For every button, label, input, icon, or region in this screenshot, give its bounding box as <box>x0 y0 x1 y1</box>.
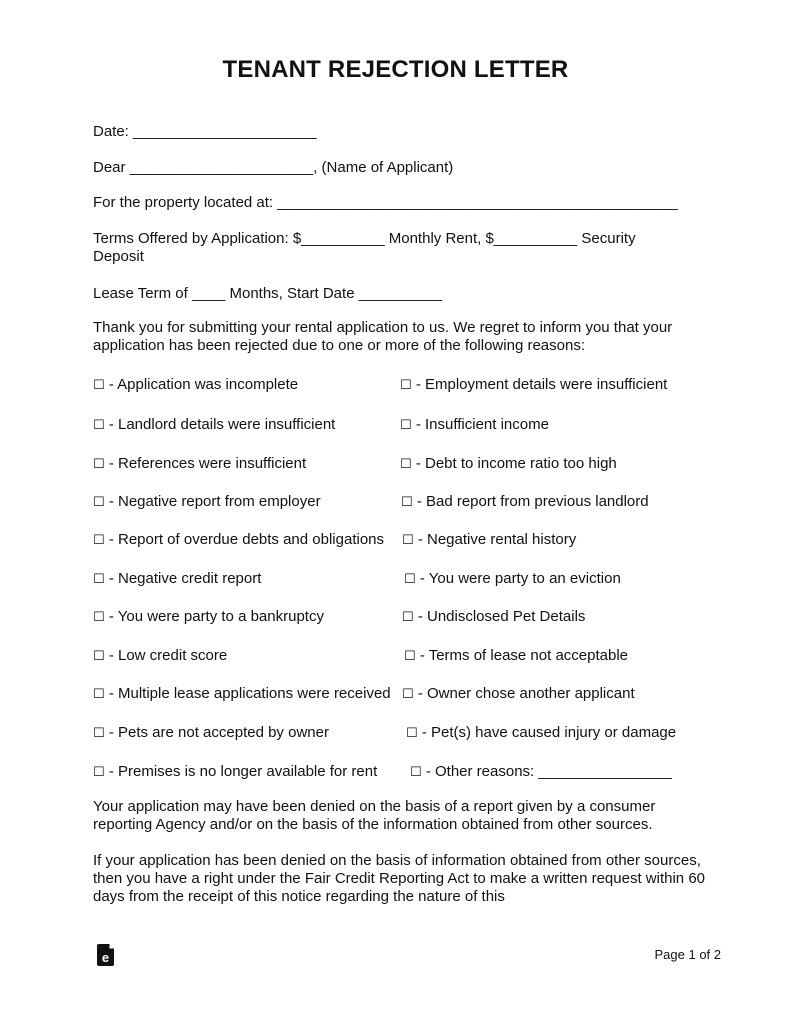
reason-label: - Owner chose another applicant <box>417 685 635 702</box>
reason-left-2[interactable] <box>93 416 335 435</box>
reason-label: - Other reasons: ________________ <box>425 763 672 780</box>
terms-field: Terms Offered by Application: $__________ Monthly Rent, $__________ Security <box>93 230 636 247</box>
reason-left-7[interactable] <box>93 608 324 627</box>
checkbox-icon[interactable]: ☐ <box>93 610 105 625</box>
page-number: Page 1 of 2 <box>654 947 721 962</box>
checkbox-icon[interactable]: ☐ <box>93 649 105 664</box>
reason-left-11[interactable] <box>93 763 377 782</box>
reason-left-3[interactable] <box>93 455 306 474</box>
reason-label: - Insufficient income <box>415 416 549 433</box>
property-field: For the property located at: ________________________________________________ <box>93 194 678 211</box>
checkbox-icon[interactable]: ☐ <box>93 378 105 393</box>
reason-label: - You were party to an eviction <box>419 570 621 587</box>
reason-right-2[interactable] <box>400 416 549 435</box>
checkbox-icon[interactable]: ☐ <box>93 495 105 510</box>
reason-label: - Pet(s) have caused injury or damage <box>421 724 677 741</box>
reason-label: - Negative rental history <box>417 531 577 548</box>
reason-right-9[interactable] <box>402 685 635 704</box>
checkbox-icon[interactable]: ☐ <box>93 765 105 780</box>
reason-left-10[interactable] <box>93 724 329 743</box>
checkbox-icon[interactable]: ☐ <box>93 572 105 587</box>
reason-right-6[interactable] <box>404 570 621 589</box>
reason-label: - Debt to income ratio too high <box>415 455 617 472</box>
checkbox-icon[interactable]: ☐ <box>402 687 414 702</box>
reason-label: - Low credit score <box>108 647 228 664</box>
checkbox-icon[interactable]: ☐ <box>404 572 416 587</box>
checkbox-icon[interactable]: ☐ <box>400 418 412 433</box>
reason-label: - Report of overdue debts and obligations <box>108 531 385 548</box>
checkbox-icon[interactable]: ☐ <box>93 726 105 741</box>
reason-right-4[interactable] <box>401 493 649 512</box>
reason-right-7[interactable] <box>402 608 585 627</box>
reason-right-8[interactable] <box>404 647 628 666</box>
reason-left-1[interactable] <box>93 376 298 395</box>
reason-left-6[interactable] <box>93 570 261 589</box>
date-field: Date: ______________________ <box>93 123 317 140</box>
reason-left-8[interactable] <box>93 647 227 666</box>
checkbox-icon[interactable]: ☐ <box>406 726 418 741</box>
checkbox-icon[interactable]: ☐ <box>400 457 412 472</box>
agency-paragraph: Your application may have been denied on the basis of a report given by a consumer reporting Agency and/or on the basis of the information obtained from other sources. <box>93 798 656 833</box>
lease-term-field: Lease Term of ____ Months, Start Date __________ <box>93 285 443 302</box>
checkbox-icon[interactable]: ☐ <box>93 418 105 433</box>
reason-label: - Pets are not accepted by owner <box>108 724 329 741</box>
checkbox-icon[interactable]: ☐ <box>404 649 416 664</box>
checkbox-icon[interactable]: ☐ <box>400 378 412 393</box>
dear-field: Dear ______________________, (Name of Applicant) <box>93 159 454 176</box>
fcra-paragraph: If your application has been denied on the basis of information obtained from other sources, then you have a right under the Fair Credit Reporting Act to make a written request within 60 days from the receipt of this notice regarding the nature of this <box>93 852 705 905</box>
reason-label: - Terms of lease not acceptable <box>419 647 628 664</box>
checkbox-icon[interactable]: ☐ <box>401 495 413 510</box>
document-title: TENANT REJECTION LETTER <box>222 56 569 83</box>
checkbox-icon[interactable]: ☐ <box>93 457 105 472</box>
reason-label: - Negative report from employer <box>108 493 321 510</box>
reason-label: - Landlord details were insufficient <box>108 416 336 433</box>
reason-label: - Bad report from previous landlord <box>416 493 649 510</box>
checkbox-icon[interactable]: ☐ <box>410 765 422 780</box>
reason-label: - You were party to a bankruptcy <box>108 608 324 625</box>
reason-label: - Undisclosed Pet Details <box>417 608 586 625</box>
eforms-logo-icon <box>96 944 116 966</box>
reason-label: - Application was incomplete <box>108 376 299 393</box>
reason-label: - Multiple lease applications were received <box>108 685 391 702</box>
checkbox-icon[interactable]: ☐ <box>402 533 414 548</box>
reason-label: - Premises is no longer available for rent <box>108 763 378 780</box>
reason-right-3[interactable] <box>400 455 617 474</box>
reason-right-11[interactable] <box>410 763 672 782</box>
reason-right-5[interactable] <box>402 531 576 550</box>
reason-left-5[interactable] <box>93 531 384 550</box>
svg-text:e: e <box>101 950 110 965</box>
reason-label: - Employment details were insufficient <box>415 376 668 393</box>
intro-paragraph: Thank you for submitting your rental application to us. We regret to inform you that your application has been rejected due to one or more of the following reasons: <box>93 319 673 354</box>
reason-right-10[interactable] <box>406 724 676 743</box>
checkbox-icon[interactable]: ☐ <box>402 610 414 625</box>
reason-left-9[interactable] <box>93 685 391 704</box>
terms-field-continued: Deposit <box>93 248 144 265</box>
reason-label: - References were insufficient <box>108 455 307 472</box>
checkbox-icon[interactable]: ☐ <box>93 687 105 702</box>
reason-right-1[interactable] <box>400 376 667 395</box>
checkbox-icon[interactable]: ☐ <box>93 533 105 548</box>
reason-left-4[interactable] <box>93 493 321 512</box>
reason-label: - Negative credit report <box>108 570 262 587</box>
